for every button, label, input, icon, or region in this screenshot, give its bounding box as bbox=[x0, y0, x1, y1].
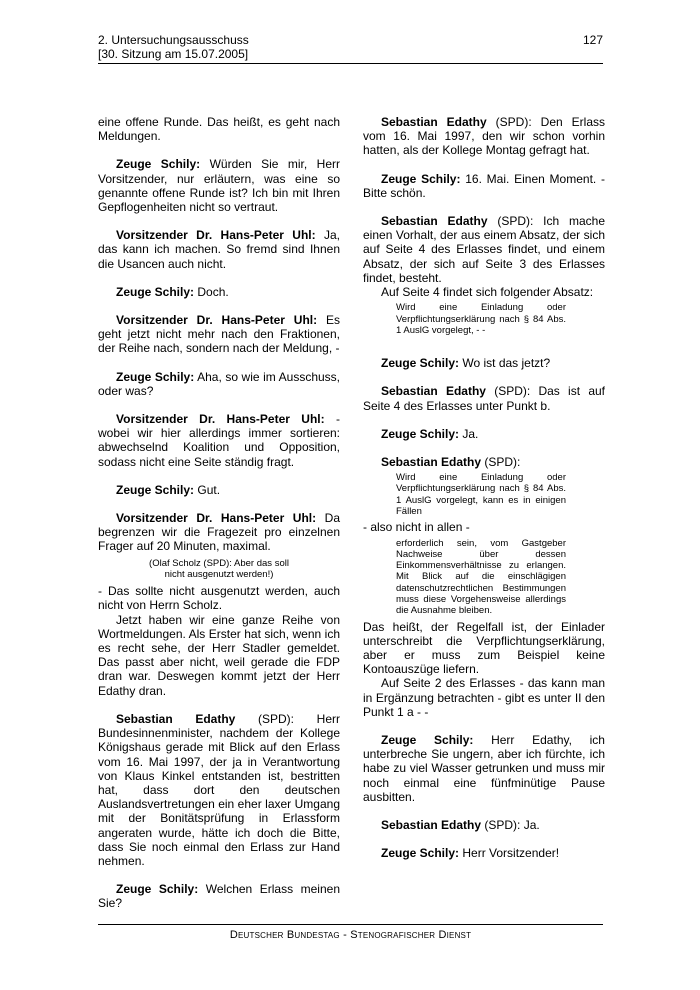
left-column bbox=[98, 115, 340, 911]
speaker: Sebastian Edathy bbox=[381, 454, 482, 469]
speech: - wobei wir hier allerdings immer sortieren: abwechselnd Koalition und Opposition, sodass nicht eine Seite ständig fragt. bbox=[98, 412, 340, 469]
paragraph bbox=[98, 412, 340, 469]
speech: Gut. bbox=[194, 482, 221, 497]
paragraph bbox=[363, 846, 605, 860]
speaker: Sebastian Edathy bbox=[381, 818, 482, 833]
speaker: Sebastian Edathy bbox=[381, 115, 487, 129]
speaker: Zeuge Schily: bbox=[116, 157, 201, 172]
paragraph: eine offene Runde. Das heißt, es geht nach Meldungen. bbox=[98, 115, 340, 144]
paragraph bbox=[363, 733, 605, 804]
paragraph: Jetzt haben wir eine ganze Reihe von Wortmeldungen. Als Erster hat sich, wenn ich es recht sehe, der Herr Stadler gemeldet. Das passt aber nicht, weil gerade die FDP dran war. Deswegen kommt jetzt der Herr Edathy dran. bbox=[98, 612, 340, 698]
speech: Aha, so wie im Ausschuss, oder was? bbox=[98, 369, 340, 398]
speaker: Zeuge Schily: bbox=[381, 171, 461, 186]
speaker: Zeuge Schily: bbox=[381, 426, 460, 441]
speech: Herr Vorsitzender! bbox=[459, 846, 560, 861]
speaker: Zeuge Schily: bbox=[116, 882, 199, 897]
paragraph bbox=[98, 157, 340, 214]
speech: (SPD): Herr Bundesinnenminister, nachdem der Kollege Königshaus gerade mit Blick auf den Erlass vom 16. Mai 1997, der ja in Verantwortung von Klaus Kinkel entstanden ist, bestritten hat, dass dort den deutschen Auslandsvertretungen ein eher laxer Umgang mit der Bonitätsprüfung in Erlassform angeraten wurde, hätte ich doch die Bitte, dass Sie noch einmal den Erlass zur Hand nehmen. bbox=[98, 711, 341, 868]
paragraph bbox=[98, 370, 340, 398]
paragraph bbox=[363, 427, 605, 441]
paragraph: Das heißt, der Regelfall ist, der Einlader unterschreibt die Verpflichtungserklärung, aber er muss zum Beispiel keine Kontoauszüge liefern. bbox=[363, 619, 605, 677]
paragraph bbox=[98, 313, 340, 356]
speech: Ja. bbox=[459, 426, 479, 441]
quote: Wird eine Einladung oder Verpflichtungserklärung nach § 84 Abs. 1 AuslG vorgelegt, kann es in einigen Fällen bbox=[396, 472, 566, 518]
paragraph: - also nicht in allen - bbox=[363, 520, 470, 535]
speaker: Vorsitzender Dr. Hans-Peter Uhl: bbox=[116, 228, 316, 243]
paragraph: - Das sollte nicht ausgenutzt werden, auch nicht von Herrn Scholz. bbox=[98, 584, 340, 613]
speaker: Zeuge Schily: bbox=[381, 733, 474, 748]
speech: Ja, das kann ich machen. So fremd sind Ihnen die Usancen auch nicht. bbox=[98, 228, 340, 271]
speech: Wo ist das jetzt? bbox=[459, 356, 551, 371]
speech: Da begrenzen wir die Fragezeit pro einzelnen Frager auf 20 Minuten, maximal. bbox=[98, 511, 340, 554]
speech: (SPD): Den Erlass vom 16. Mai 1997, den wir schon vorhin hatten, als der Kollege Montag gefragt hat. bbox=[363, 115, 605, 158]
quote: Wird eine Einladung oder Verpflichtungserklärung nach § 84 Abs. 1 AuslG vorgelegt, - - bbox=[396, 302, 566, 336]
speech: Welchen Erlass meinen Sie? bbox=[98, 882, 340, 911]
interjection bbox=[98, 558, 340, 581]
speech: Würden Sie mir, Herr Vorsitzender, nur erläutern, was eine so genannte offene Runde ist? Ich bin mit Ihren Gepflogenheiten nicht so vertraut. bbox=[98, 157, 340, 215]
paragraph bbox=[98, 511, 340, 554]
paragraph bbox=[363, 455, 605, 469]
paragraph: Auf Seite 2 des Erlasses - das kann man in Ergänzung betrachten - gibt es unter II den Punkt 1 a - - bbox=[363, 676, 605, 719]
paragraph bbox=[363, 172, 605, 200]
committee-title: 2. Untersuchungsausschuss bbox=[98, 33, 249, 47]
paragraph bbox=[363, 214, 605, 285]
speech: (SPD): Ich mache einen Vorhalt, der aus einem Absatz, der sich auf Seite 4 des Erlasses findet, und einem Absatz, der sich auf Seite 3 des Erlasses findet, besteht. bbox=[363, 214, 605, 285]
paragraph bbox=[98, 882, 340, 910]
paragraph bbox=[363, 818, 605, 832]
paragraph bbox=[98, 483, 340, 497]
speaker: Zeuge Schily: bbox=[116, 369, 195, 384]
speaker: Sebastian Edathy bbox=[381, 384, 486, 399]
speech: 16. Mai. Einen Moment. - Bitte schön. bbox=[363, 171, 605, 200]
interjection-line: (Olaf Scholz (SPD): Aber das soll bbox=[149, 557, 289, 569]
speaker: Vorsitzender Dr. Hans-Peter Uhl: bbox=[116, 313, 318, 328]
speech: Es geht jetzt nicht mehr nach den Fraktionen, der Reihe nach, sondern nach der Meldung, - bbox=[98, 313, 340, 356]
page-number: 127 bbox=[582, 33, 603, 47]
paragraph bbox=[98, 228, 340, 271]
speech: Herr Edathy, ich unterbreche Sie ungern, aber ich fürchte, ich habe zu viel Wasser getrunken und muss mir noch einmal eine fünfminütige Pause ausbitten. bbox=[363, 733, 605, 804]
quote: erforderlich sein, vom Gastgeber Nachweise über dessen Einkommensverhältnisse zu erlangen. Mit Blick auf die einschlägigen datenschutzrechtlichen Bestimmungen muss diese Vorgehensweise allerdings die Ausnahme bleiben. bbox=[396, 537, 566, 617]
interjection-line: nicht ausgenutzt werden!) bbox=[164, 568, 274, 580]
right-column bbox=[363, 115, 605, 860]
speaker: Zeuge Schily: bbox=[381, 846, 460, 861]
speaker: Vorsitzender Dr. Hans-Peter Uhl: bbox=[116, 511, 317, 526]
speaker: Vorsitzender Dr. Hans-Peter Uhl: bbox=[116, 412, 325, 427]
paragraph bbox=[363, 356, 605, 370]
paragraph bbox=[98, 712, 340, 868]
speaker: Zeuge Schily: bbox=[116, 284, 195, 299]
speech: (SPD): Das ist auf Seite 4 des Erlasses unter Punkt b. bbox=[363, 384, 605, 413]
paragraph bbox=[98, 285, 340, 299]
speech: (SPD): Ja. bbox=[481, 818, 540, 833]
page-footer: Deutscher Bundestag - Stenografischer Dienst bbox=[98, 924, 603, 941]
session-date: [30. Sitzung am 15.07.2005] bbox=[98, 47, 249, 61]
session-info bbox=[98, 33, 249, 61]
speaker: Sebastian Edathy bbox=[381, 214, 488, 229]
paragraph bbox=[363, 115, 605, 158]
paragraph: Auf Seite 4 findet sich folgender Absatz: bbox=[381, 285, 594, 300]
speech: (SPD): bbox=[481, 454, 521, 469]
page-header bbox=[98, 33, 603, 64]
speaker: Zeuge Schily: bbox=[116, 482, 195, 497]
paragraph bbox=[363, 384, 605, 412]
speaker: Zeuge Schily: bbox=[381, 356, 460, 371]
speech: Doch. bbox=[194, 284, 229, 299]
speaker: Sebastian Edathy bbox=[116, 711, 236, 726]
